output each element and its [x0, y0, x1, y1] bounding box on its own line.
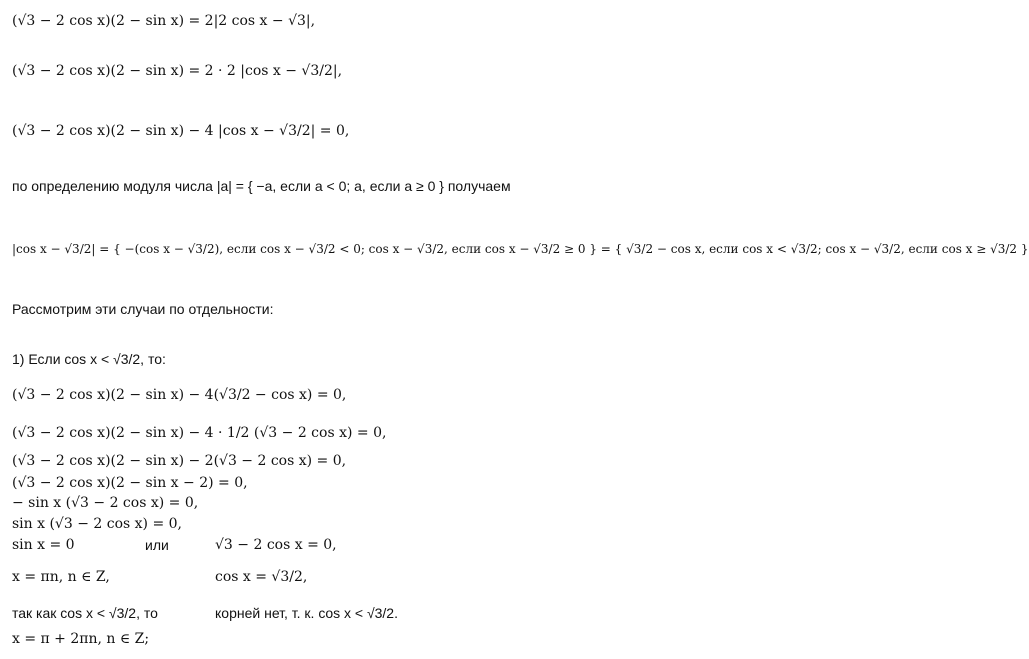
case-1-line-4: (√3 − 2 cos x)(2 − sin x − 2) = 0, — [12, 475, 248, 491]
equation-line-2: (√3 − 2 cos x)(2 − sin x) = 2 · 2 |cos x − √3/2|, — [12, 63, 343, 79]
case-1-line-2: (√3 − 2 cos x)(2 − sin x) − 4 · 1/2 (√3 − 2 cos x) = 0, — [12, 425, 387, 441]
case-1-line-3: (√3 − 2 cos x)(2 − sin x) − 2(√3 − 2 cos x) = 0, — [12, 453, 347, 469]
sin-zero: sin x = 0 — [12, 537, 75, 553]
or-word: или — [145, 537, 169, 553]
x-pi-n: x = πn, n ∈ Z, — [12, 569, 110, 585]
cos-equation: √3 − 2 cos x = 0, — [215, 537, 337, 553]
case-1-line-5: − sin x (√3 − 2 cos x) = 0, — [12, 495, 199, 511]
equation-line-3: (√3 − 2 cos x)(2 − sin x) − 4 |cos x − √3/2| = 0, — [12, 123, 350, 139]
consider-cases-line: Рассмотрим эти случаи по отдельности: — [12, 301, 274, 317]
since-line: так как cos x < √3/2, то — [12, 605, 158, 621]
case-1-line-6: sin x (√3 − 2 cos x) = 0, — [12, 516, 183, 532]
definition-line: по определению модуля числа |a| = { −a, если a < 0; a, если a ≥ 0 } получаем — [12, 178, 511, 194]
no-roots-line: корней нет, т. к. cos x < √3/2. — [215, 605, 398, 621]
case-1-header: 1) Если cos x < √3/2, то: — [12, 351, 166, 367]
final-answer-line: x = π + 2πn, n ∈ Z; — [12, 631, 150, 647]
cos-equals-root: cos x = √3/2, — [215, 569, 308, 585]
piecewise-line: |cos x − √3/2| = { −(cos x − √3/2), если cos x − √3/2 < 0; cos x − √3/2, если cos x − √3/2 ≥ 0 } = { √3/2 − cos x, если cos x < √3/2; cos x − √3/2, если cos x ≥ √3/2 } — [12, 242, 1029, 256]
case-1-line-1: (√3 − 2 cos x)(2 − sin x) − 4(√3/2 − cos x) = 0, — [12, 387, 347, 403]
equation-line-1: (√3 − 2 cos x)(2 − sin x) = 2|2 cos x − √3|, — [12, 13, 316, 29]
